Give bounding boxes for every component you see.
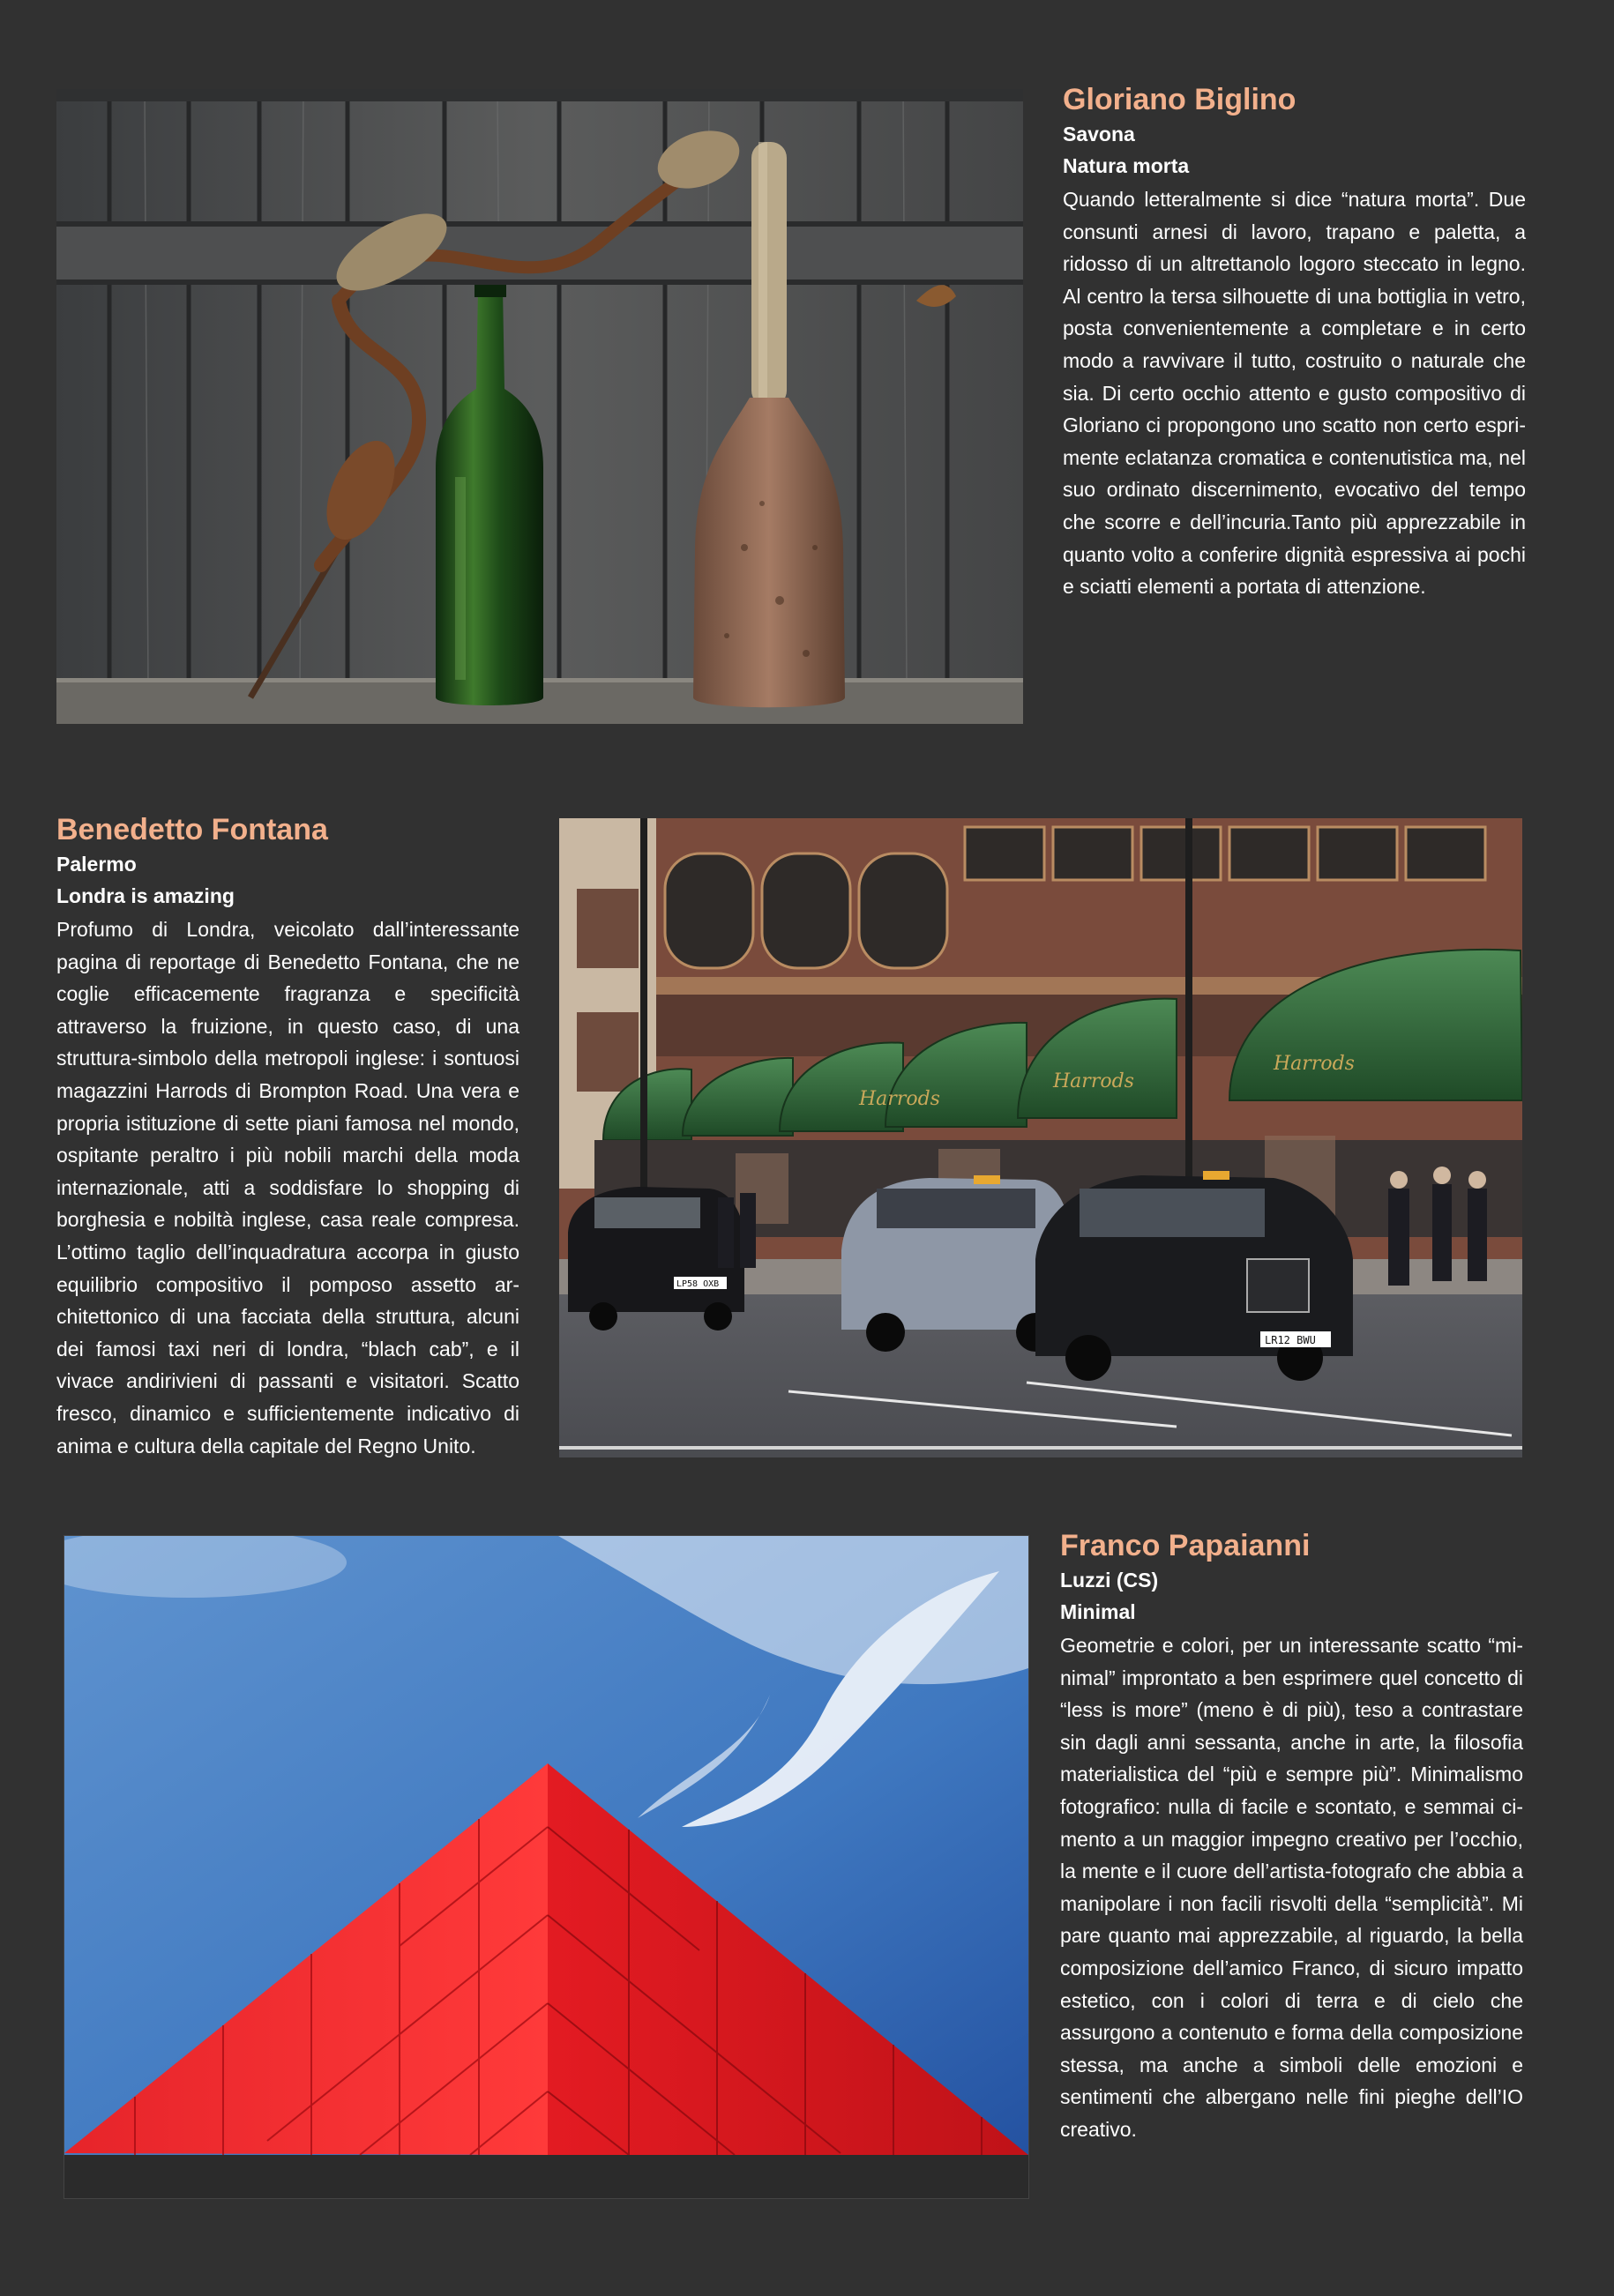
author-name: Gloriano Biglino bbox=[1063, 83, 1296, 116]
review-text: Profumo di Londra, veicolato dall’interessante pagina di reportage di Benedetto Fontana, che ne coglie efficacemente fragranza e specificità attraverso la fruizione, in questo caso, di una struttura-simbolo della metropoli inglese: i sontuosi magazzini Harrods di Brompton Road. Una vera e propria istituzione di sette piani famosa nel mondo, ospitante peraltro i più nobili marchi della moda internazionale, atti a soddisfare lo shopping di borghesia e nobiltà inglese, casa reale compresa. L’ottimo taglio dell’inquadratura accorpa in giusto equilibrio compositivo il pomposo assetto architettonico di una facciata della struttura, alcuni dei famosi taxi neri di londra, “blach cab”, e il vivace andirivieni di passanti e visitatori. Scatto fresco, dinamico e sufficientemente indicativo di anima e cultura della capitale del Regno Unito. bbox=[56, 918, 519, 1457]
photo-still-life bbox=[56, 89, 1023, 724]
photo-sign-harrods-2: Harrods bbox=[1053, 1070, 1134, 1092]
photo-plate-2: LP58 OXB bbox=[676, 1279, 720, 1289]
entry-biglino bbox=[1063, 81, 1526, 603]
entry-fontana bbox=[56, 811, 519, 1462]
author-city: Luzzi (CS) bbox=[1060, 1569, 1159, 1592]
photo-plate-1: LR12 BWU bbox=[1265, 1334, 1316, 1346]
review-text: Quando letteralmente si dice “natura morta”. Due consunti arnesi di lavoro, trapano e paletta, a ridosso di un altrettanolo logoro steccato in legno. Al centro la tersa silhouette di una bottiglia in vetro, posta convenientemente a completare e in certo modo a ravvivare il tutto, costruito o naturale che sia. Di certo occhio attento e gusto compositivo di Gloriano ci propongono uno scatto non certo esprimente eclatanza cromatica e contenutistica ma, nel suo ordinato discernimento, evocativo del tempo che scorre e dell’incuria.Tanto più apprezzabile in quanto volto a conferire dignità espressiva ai pochi e sciatti elementi a portata di attenzione. bbox=[1063, 188, 1526, 599]
photo-minimal-red-building bbox=[64, 1535, 1029, 2199]
author-city: Savona bbox=[1063, 123, 1135, 145]
review-text: Geometrie e colori, per un interessante scatto “minimal” improntato a ben esprimere quel concetto di “less is more” (meno è di più), teso a contrastare sin dagli anni sessanta, anche in arte, la filosofia materialistica del “più e sempre più”. Minimalismo fotografico: nulla di facile e scontato, e semmai cimento a un maggior impegno creativo per l’occhio, la mente e il cuore dell’artista-fotografo che abbia a manipolare i non facili risvolti della “semplicità”. Mi pare quanto mai apprezzabile, al riguardo, la bella composizione dell’amico Franco, di sicuro impatto estetico, con i colori di terra e di cielo che assurgono a contenuto e forma della composizione stessa, ma anche a simboli delle emozioni e sentimenti che albergano nelle fini pieghe dell’IO creativo. bbox=[1060, 1634, 1523, 2141]
author-name: Franco Papaianni bbox=[1060, 1529, 1311, 1562]
author-name: Benedetto Fontana bbox=[56, 813, 328, 846]
photo-sign-harrods-1: Harrods bbox=[859, 1088, 940, 1110]
photo-sign-harrods-3: Harrods bbox=[1274, 1053, 1355, 1075]
photo-title: Natura morta bbox=[1063, 154, 1190, 177]
author-city: Palermo bbox=[56, 853, 137, 876]
photo-title: Minimal bbox=[1060, 1600, 1136, 1623]
photo-title: Londra is amazing bbox=[56, 884, 235, 907]
entry-papaianni bbox=[1060, 1527, 1523, 2146]
photo-harrods-street bbox=[559, 818, 1522, 1457]
